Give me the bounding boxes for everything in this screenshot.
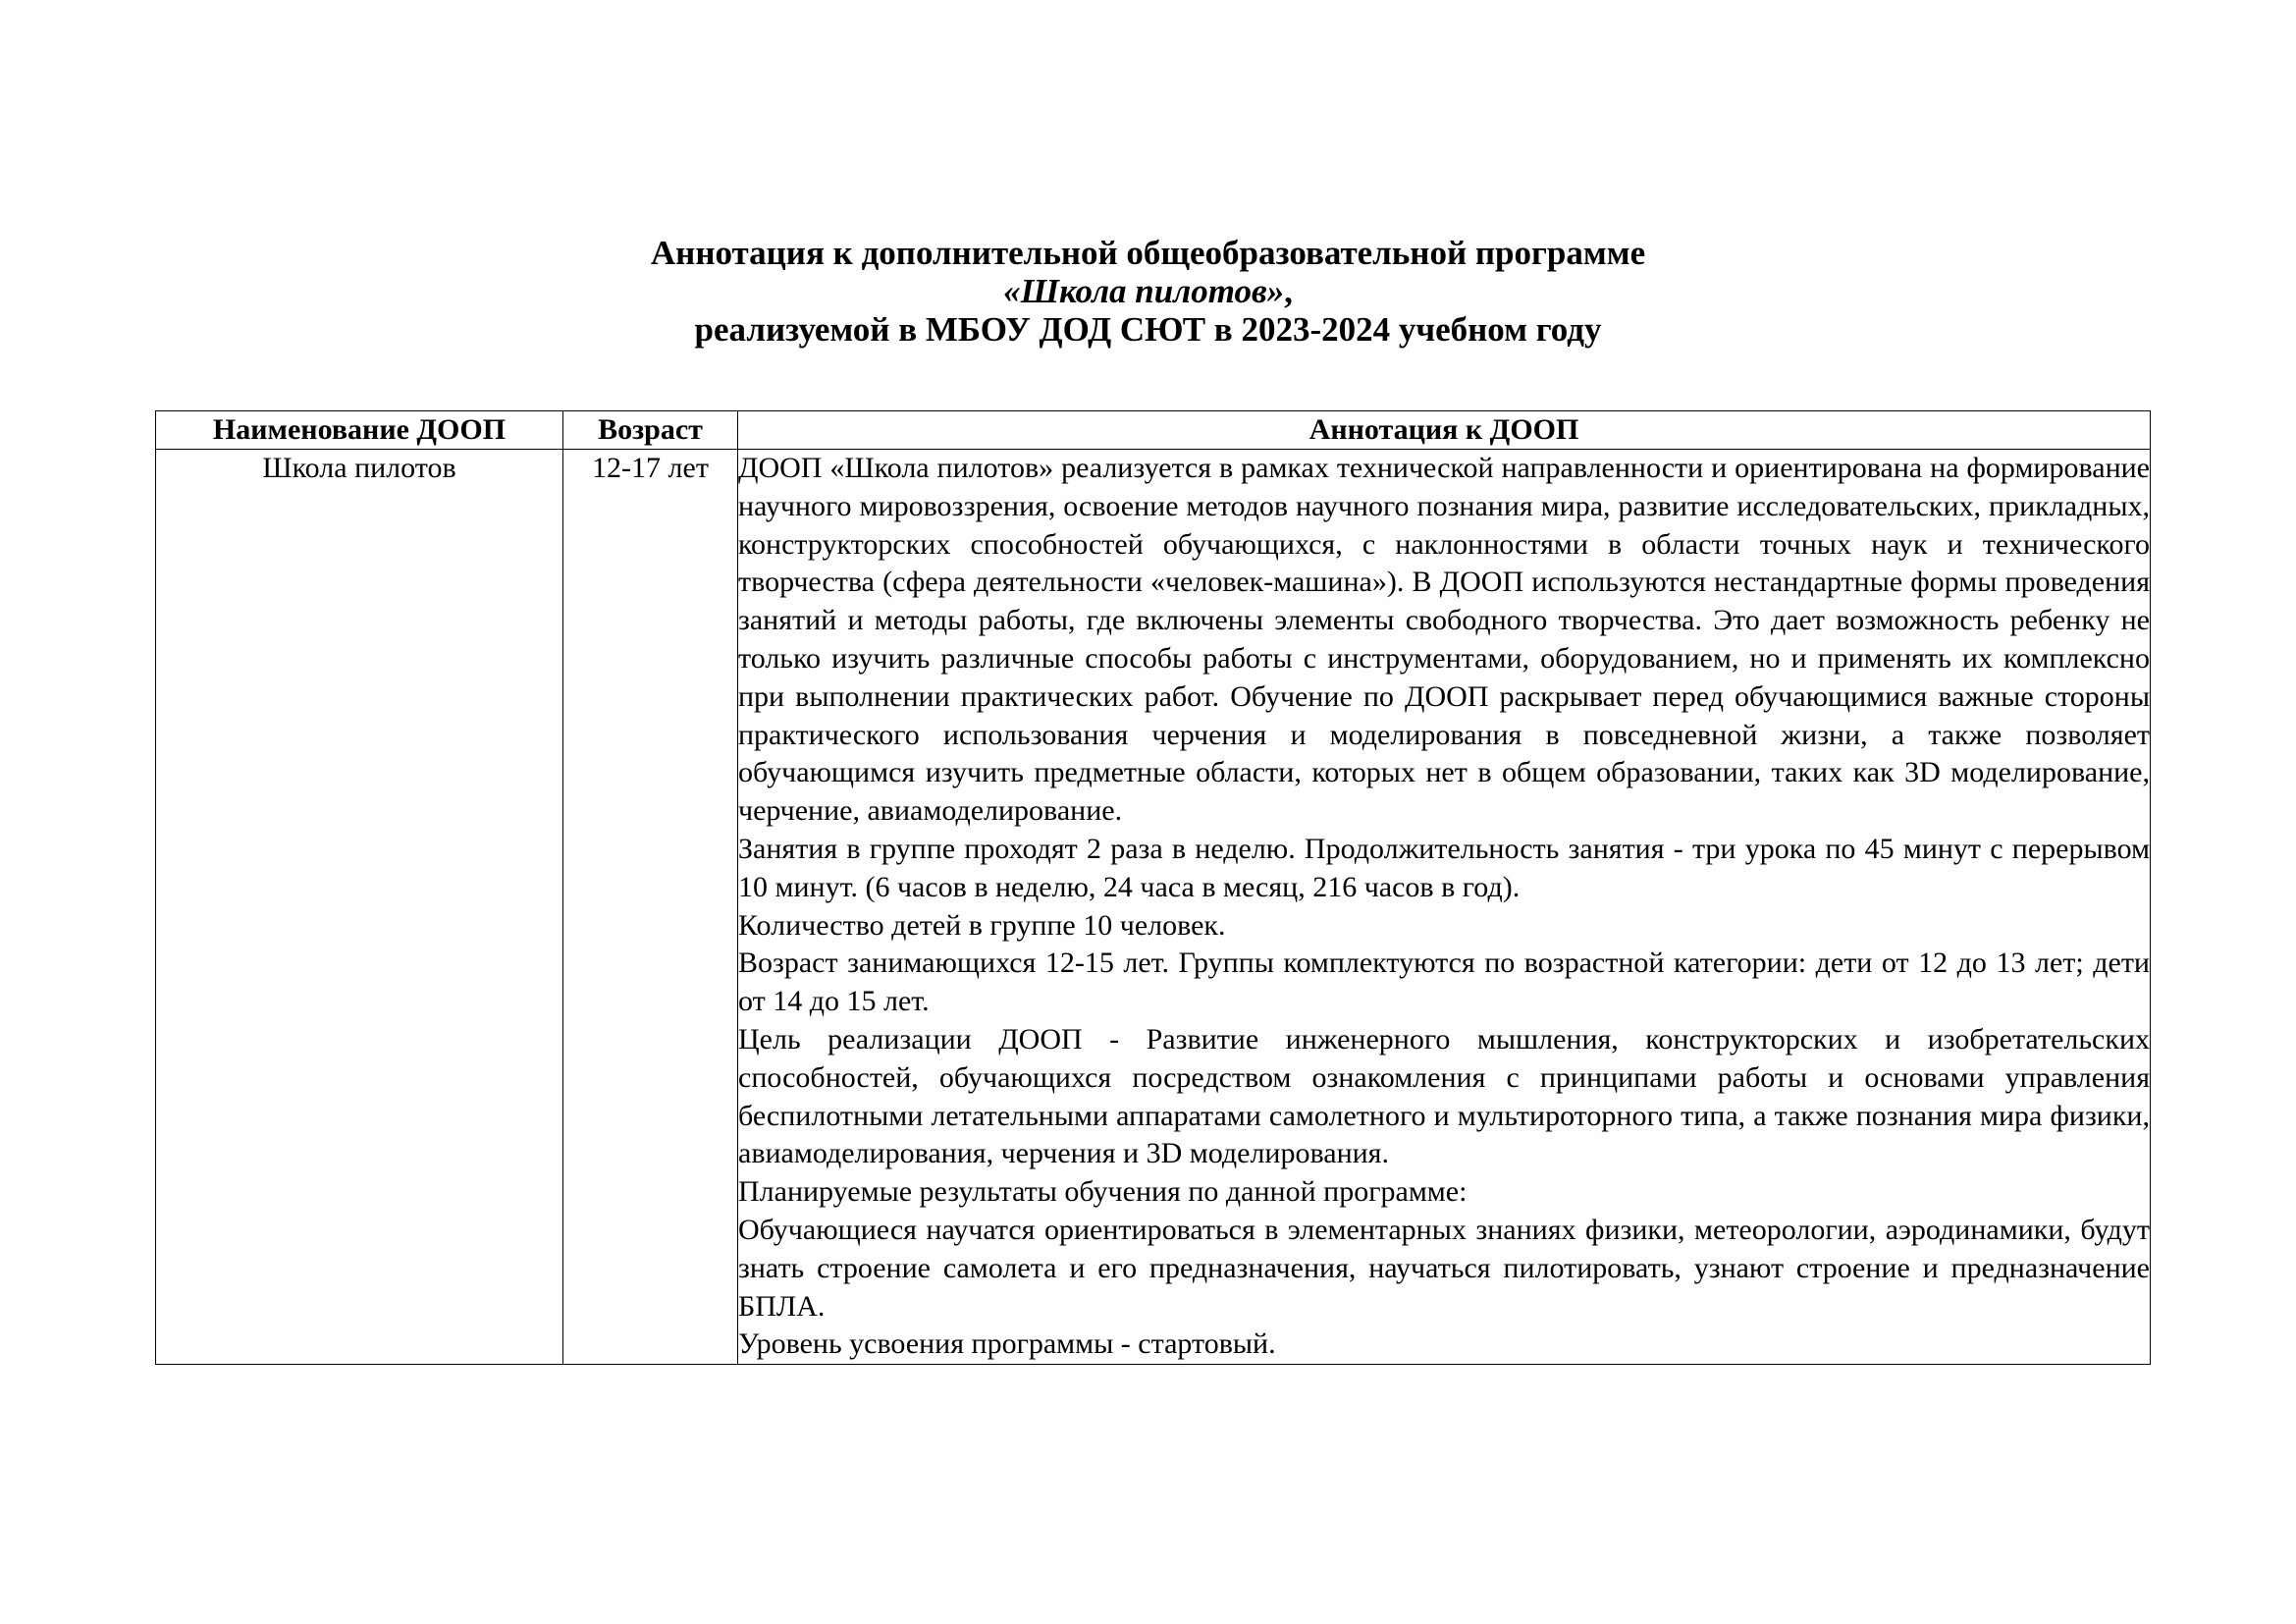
table-header-row bbox=[156, 411, 2151, 450]
title-comma: , bbox=[1284, 272, 1293, 310]
annotation-paragraph-schedule: Занятия в группе проходят 2 раза в неделю. Продолжительность занятия - три урока по 45 минут с перерывом 10 минут. (6 часов в неделю, 24 часа в месяц, 216 часов в год). bbox=[738, 832, 2150, 903]
annotation-paragraph-group-size: Количество детей в группе 10 человек. bbox=[738, 908, 1226, 942]
cell-program-name: Школа пилотов bbox=[156, 450, 563, 1365]
annotation-table bbox=[155, 410, 2151, 1365]
table-row bbox=[156, 450, 2151, 1365]
cell-age: 12-17 лет bbox=[563, 450, 738, 1365]
annotation-paragraph-age: Возраст занимающихся 12-15 лет. Группы комплектуются по возрастной категории: дети от 12 до 13 лет; дети от 14 до 15 лет. bbox=[738, 947, 2150, 1018]
program-name-title: «Школа пилотов» bbox=[1003, 272, 1285, 310]
annotation-paragraph-results-heading: Планируемые результаты обучения по данной программе: bbox=[738, 1175, 1468, 1209]
title-line-2 bbox=[0, 272, 2296, 310]
annotation-paragraph-results: Обучающиеся научатся ориентироваться в элементарных знаниях физики, метеорологии, аэродинамики, будут знать строение самолета и его предназначения, научаться пилотировать, узнают строение и предназначение БПЛА. bbox=[738, 1213, 2150, 1323]
annotation-paragraph-goal: Цель реализации ДООП - Развитие инженерного мышления, конструкторских и изобретательских способностей, обучающихся посредством ознакомления с принципами работы и основами управления беспилотными летательными аппаратами самолетного и мультироторного типа, а также познания мира физики, авиамоделирования, черчения и 3D моделирования. bbox=[738, 1022, 2150, 1170]
annotation-paragraph-description: ДООП «Школа пилотов» реализуется в рамках технической направленности и ориентирована на формирование научного мировоззрения, освоение методов научного познания мира, развитие исследовательских, прикладных, конструкторских способностей обучающихся, с наклонностями в области точных наук и технического творчества (сфера деятельности «человек-машина»). В ДООП используются нестандартные формы проведения занятий и методы работы, где включены элементы свободного творчества. Это дает возможность ребенку не только изучить различные способы работы с инструментами, оборудованием, но и применять их комплексно при выполнении практических работ. Обучение по ДООП раскрывает перед обучающимися важные стороны практического использования черчения и моделирования в повседневной жизни, а также позволяет обучающимся изучить предметные области, которых нет в общем образовании, таких как 3D моделирование, черчение, авиамоделирование. bbox=[738, 452, 2150, 828]
cell-annotation bbox=[738, 450, 2151, 1365]
annotation-paragraph-level: Уровень усвоения программы - стартовый. bbox=[738, 1327, 1276, 1361]
header-annotation: Аннотация к ДООП bbox=[738, 411, 2151, 450]
title-line-1: Аннотация к дополнительной общеобразовательной программе bbox=[650, 234, 1646, 272]
header-name: Наименование ДООП bbox=[156, 411, 563, 450]
document-title bbox=[0, 234, 2296, 349]
title-line-3: реализуемой в МБОУ ДОД СЮТ в 2023-2024 учебном году bbox=[694, 310, 1602, 349]
header-age: Возраст bbox=[563, 411, 738, 450]
